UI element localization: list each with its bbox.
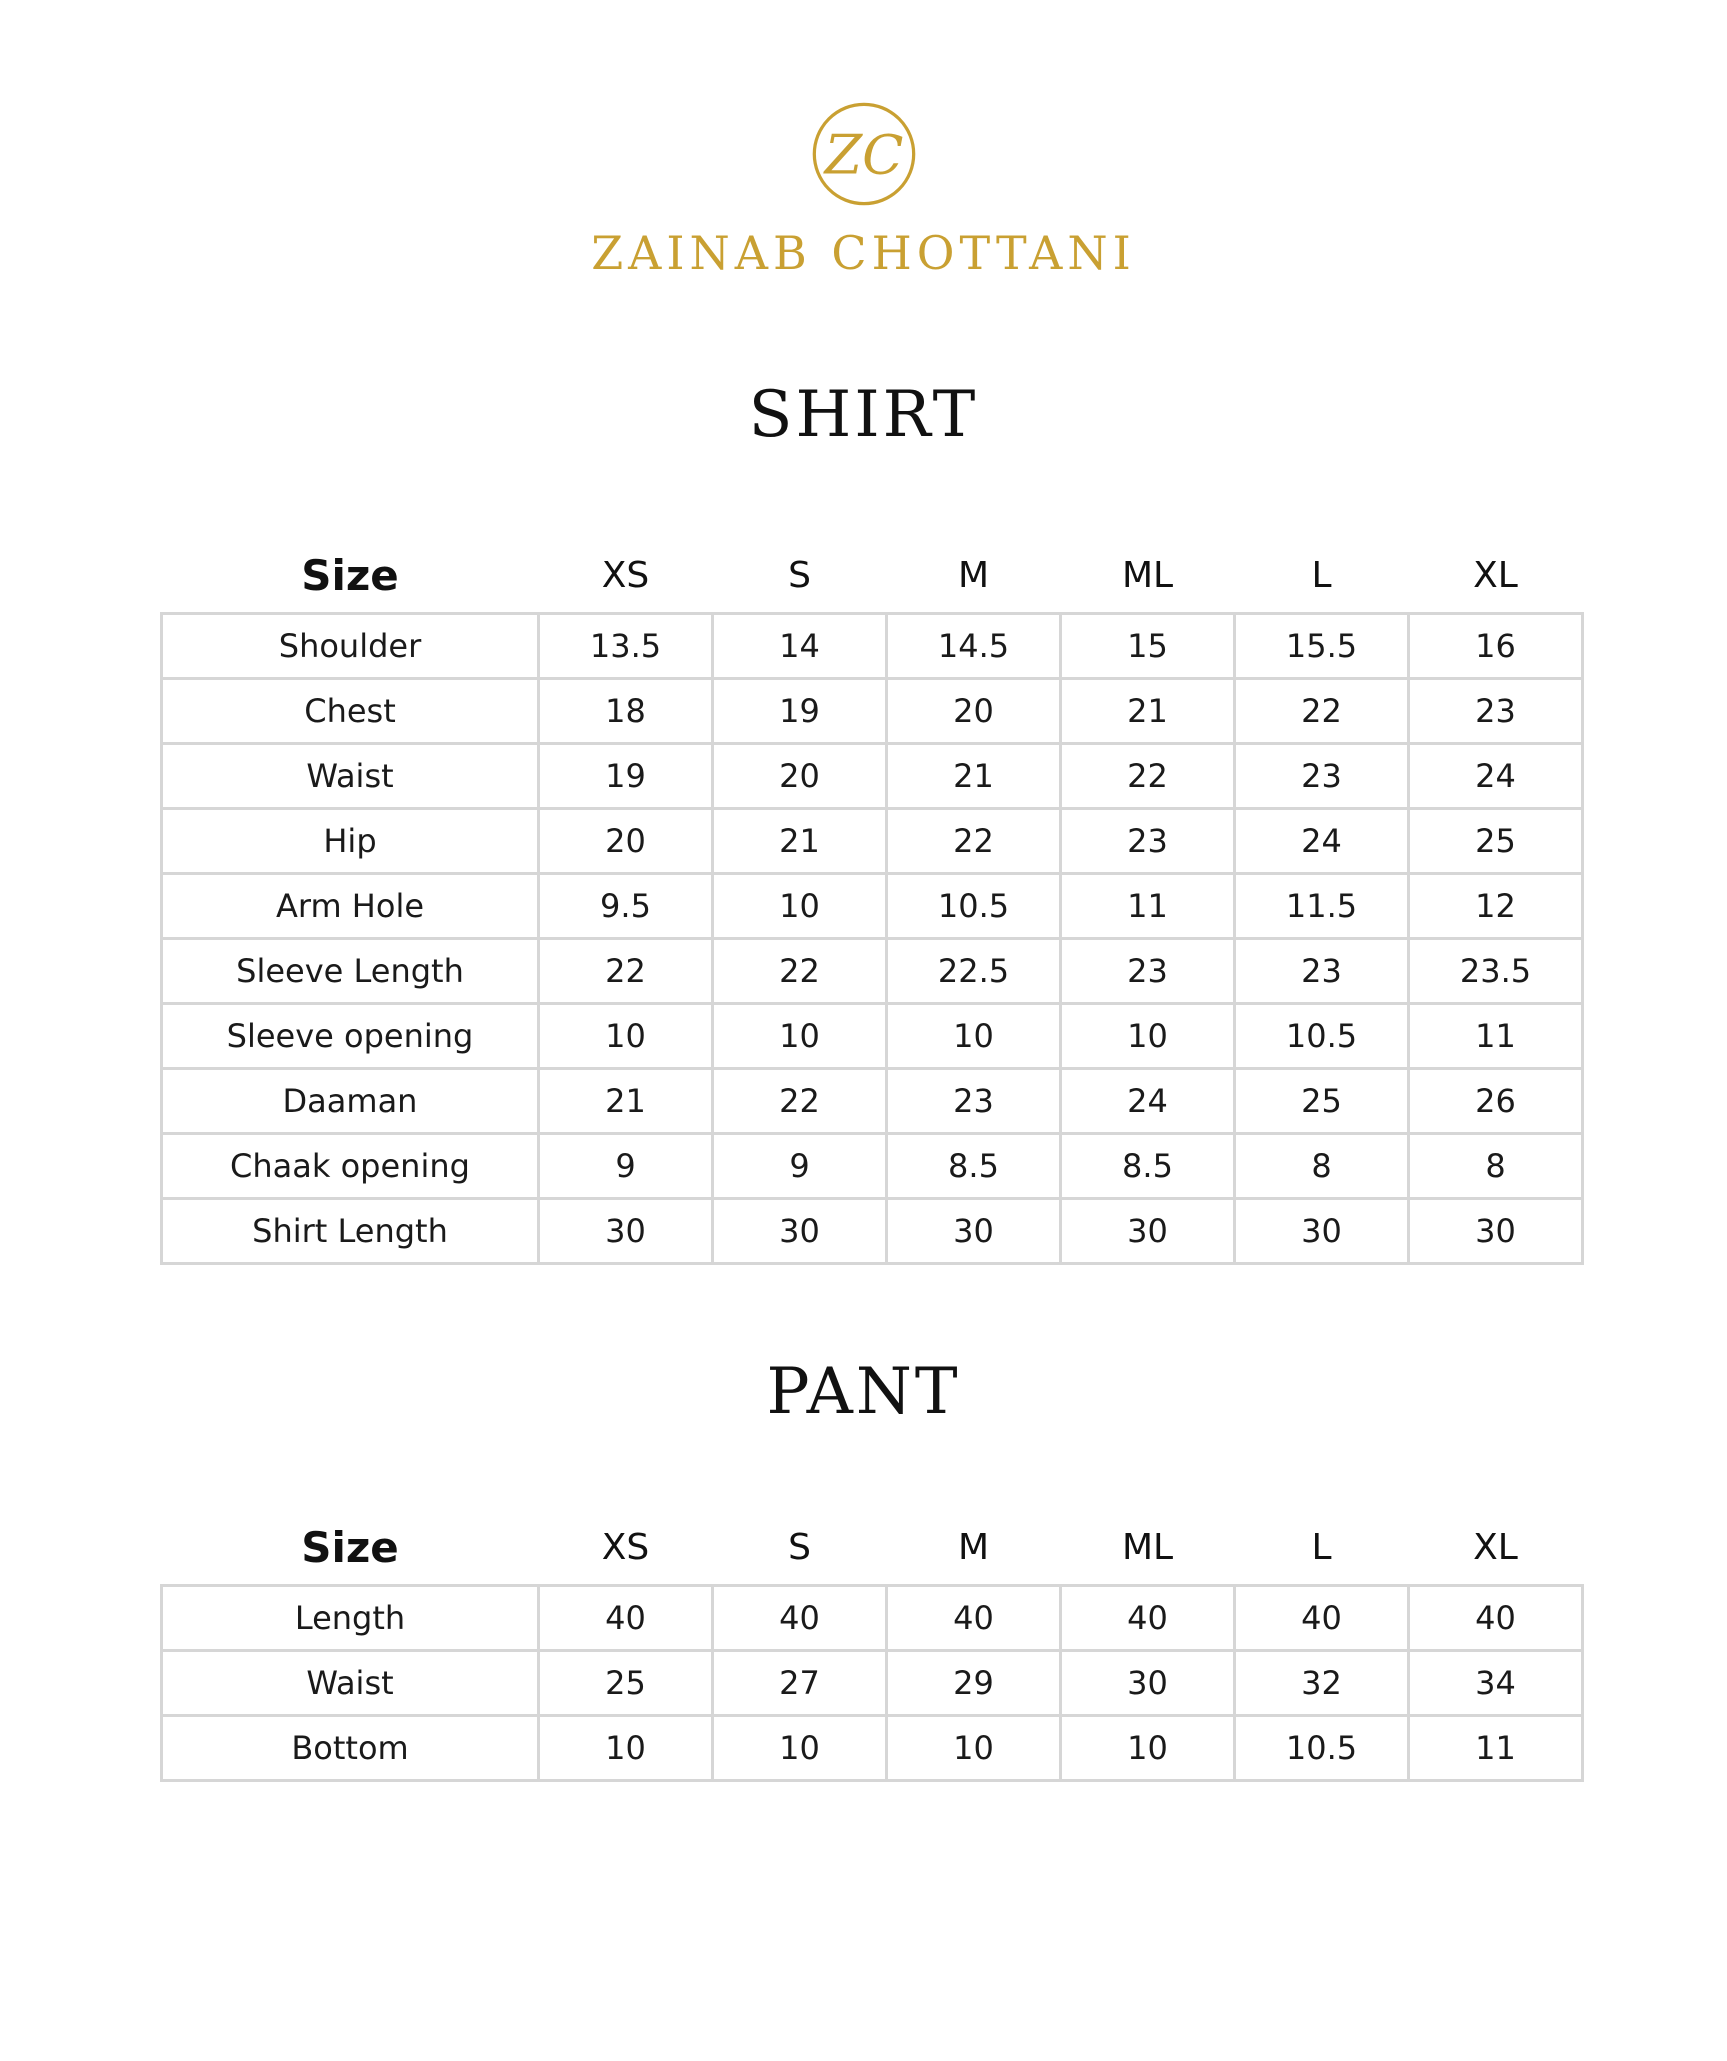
size-header-xl: XL: [1473, 554, 1518, 596]
measurement-label: Arm Hole: [162, 874, 539, 939]
measurement-value: 21: [1061, 679, 1235, 744]
pant-section-title: PANT: [766, 1355, 961, 1429]
size-header-m: M: [957, 1526, 990, 1568]
measurement-label: Waist: [162, 744, 539, 809]
measurement-value: 29: [887, 1651, 1061, 1716]
table-row: [162, 1134, 1583, 1199]
measurement-value: 23: [887, 1069, 1061, 1134]
measurement-value: 22: [713, 1069, 887, 1134]
table-row: [162, 1651, 1583, 1716]
measurement-value: 10: [887, 1004, 1061, 1069]
measurement-value: 10: [539, 1716, 713, 1781]
measurement-value: 30: [539, 1199, 713, 1264]
measurement-value: 30: [1235, 1199, 1409, 1264]
measurement-label: Bottom: [162, 1716, 539, 1781]
measurement-value: 8: [1235, 1134, 1409, 1199]
measurement-value: 8.5: [1061, 1134, 1235, 1199]
measurement-value: 23: [1061, 939, 1235, 1004]
measurement-value: 40: [887, 1586, 1061, 1651]
measurement-value: 40: [1235, 1586, 1409, 1651]
measurement-value: 22.5: [887, 939, 1061, 1004]
measurement-value: 25: [1235, 1069, 1409, 1134]
shirt-size-table: [160, 538, 1584, 1265]
measurement-value: 8.5: [887, 1134, 1061, 1199]
measurement-value: 25: [1409, 809, 1583, 874]
measurement-value: 9.5: [539, 874, 713, 939]
measurement-value: 19: [713, 679, 887, 744]
measurement-value: 23: [1235, 939, 1409, 1004]
measurement-value: 10: [713, 1004, 887, 1069]
measurement-value: 8: [1409, 1134, 1583, 1199]
measurement-value: 20: [887, 679, 1061, 744]
size-header-s: S: [788, 1526, 811, 1568]
measurement-value: 26: [1409, 1069, 1583, 1134]
measurement-value: 24: [1235, 809, 1409, 874]
measurement-value: 30: [713, 1199, 887, 1264]
size-header-m: M: [957, 554, 990, 596]
shirt-section-title: SHIRT: [748, 378, 979, 452]
measurement-value: 30: [1061, 1651, 1235, 1716]
measurement-value: 10.5: [887, 874, 1061, 939]
shirt-header-row: [162, 538, 1583, 614]
table-row: [162, 744, 1583, 809]
size-column-header: Size: [301, 1522, 399, 1572]
measurement-label: Length: [162, 1586, 539, 1651]
table-row: [162, 939, 1583, 1004]
measurement-value: 22: [713, 939, 887, 1004]
measurement-value: 40: [1061, 1586, 1235, 1651]
measurement-value: 23.5: [1409, 939, 1583, 1004]
measurement-value: 10: [713, 1716, 887, 1781]
measurement-value: 21: [713, 809, 887, 874]
measurement-value: 18: [539, 679, 713, 744]
measurement-label: Chest: [162, 679, 539, 744]
measurement-value: 23: [1409, 679, 1583, 744]
measurement-value: 34: [1409, 1651, 1583, 1716]
measurement-value: 27: [713, 1651, 887, 1716]
measurement-value: 22: [1235, 679, 1409, 744]
size-header-l: L: [1311, 554, 1332, 596]
measurement-value: 11: [1409, 1716, 1583, 1781]
measurement-value: 10: [1061, 1716, 1235, 1781]
measurement-value: 20: [539, 809, 713, 874]
measurement-value: 15.5: [1235, 614, 1409, 679]
measurement-value: 30: [1061, 1199, 1235, 1264]
measurement-value: 20: [713, 744, 887, 809]
size-header-xs: XS: [601, 554, 650, 596]
measurement-value: 9: [713, 1134, 887, 1199]
monogram-text: ZC: [824, 123, 903, 187]
measurement-value: 10.5: [1235, 1716, 1409, 1781]
measurement-value: 16: [1409, 614, 1583, 679]
measurement-value: 19: [539, 744, 713, 809]
table-row: [162, 1199, 1583, 1264]
measurement-value: 23: [1061, 809, 1235, 874]
table-row: [162, 614, 1583, 679]
measurement-value: 22: [1061, 744, 1235, 809]
measurement-value: 15: [1061, 614, 1235, 679]
measurement-value: 23: [1235, 744, 1409, 809]
pant-header-row: [162, 1510, 1583, 1586]
measurement-value: 40: [1409, 1586, 1583, 1651]
brand-name: ZAINAB CHOTTANI: [591, 226, 1136, 280]
brand-logo: [0, 100, 1727, 280]
measurement-value: 22: [539, 939, 713, 1004]
measurement-value: 11: [1061, 874, 1235, 939]
measurement-value: 24: [1409, 744, 1583, 809]
size-header-l: L: [1311, 1526, 1332, 1568]
pant-size-table: [160, 1510, 1584, 1782]
measurement-label: Shirt Length: [162, 1199, 539, 1264]
table-row: [162, 809, 1583, 874]
table-row: [162, 874, 1583, 939]
measurement-value: 11.5: [1235, 874, 1409, 939]
table-row: [162, 1586, 1583, 1651]
measurement-value: 10: [887, 1716, 1061, 1781]
measurement-value: 9: [539, 1134, 713, 1199]
table-row: [162, 679, 1583, 744]
measurement-label: Hip: [162, 809, 539, 874]
size-header-xl: XL: [1473, 1526, 1518, 1568]
measurement-label: Daaman: [162, 1069, 539, 1134]
measurement-value: 22: [887, 809, 1061, 874]
measurement-value: 24: [1061, 1069, 1235, 1134]
measurement-label: Waist: [162, 1651, 539, 1716]
measurement-value: 30: [887, 1199, 1061, 1264]
measurement-value: 11: [1409, 1004, 1583, 1069]
table-row: [162, 1716, 1583, 1781]
measurement-value: 10: [713, 874, 887, 939]
measurement-value: 40: [539, 1586, 713, 1651]
measurement-value: 13.5: [539, 614, 713, 679]
measurement-label: Sleeve Length: [162, 939, 539, 1004]
measurement-value: 21: [539, 1069, 713, 1134]
size-column-header: Size: [301, 550, 399, 600]
zc-monogram-logo: [810, 100, 918, 208]
measurement-value: 32: [1235, 1651, 1409, 1716]
table-row: [162, 1069, 1583, 1134]
measurement-value: 14.5: [887, 614, 1061, 679]
measurement-value: 10: [1061, 1004, 1235, 1069]
measurement-value: 10: [539, 1004, 713, 1069]
table-row: [162, 1004, 1583, 1069]
size-header-xs: XS: [601, 1526, 650, 1568]
measurement-value: 40: [713, 1586, 887, 1651]
size-header-ml: ML: [1121, 554, 1174, 596]
measurement-value: 21: [887, 744, 1061, 809]
measurement-value: 12: [1409, 874, 1583, 939]
measurement-value: 25: [539, 1651, 713, 1716]
measurement-value: 14: [713, 614, 887, 679]
size-header-s: S: [788, 554, 811, 596]
measurement-label: Sleeve opening: [162, 1004, 539, 1069]
size-header-ml: ML: [1121, 1526, 1174, 1568]
measurement-label: Shoulder: [162, 614, 539, 679]
measurement-label: Chaak opening: [162, 1134, 539, 1199]
measurement-value: 30: [1409, 1199, 1583, 1264]
measurement-value: 10.5: [1235, 1004, 1409, 1069]
